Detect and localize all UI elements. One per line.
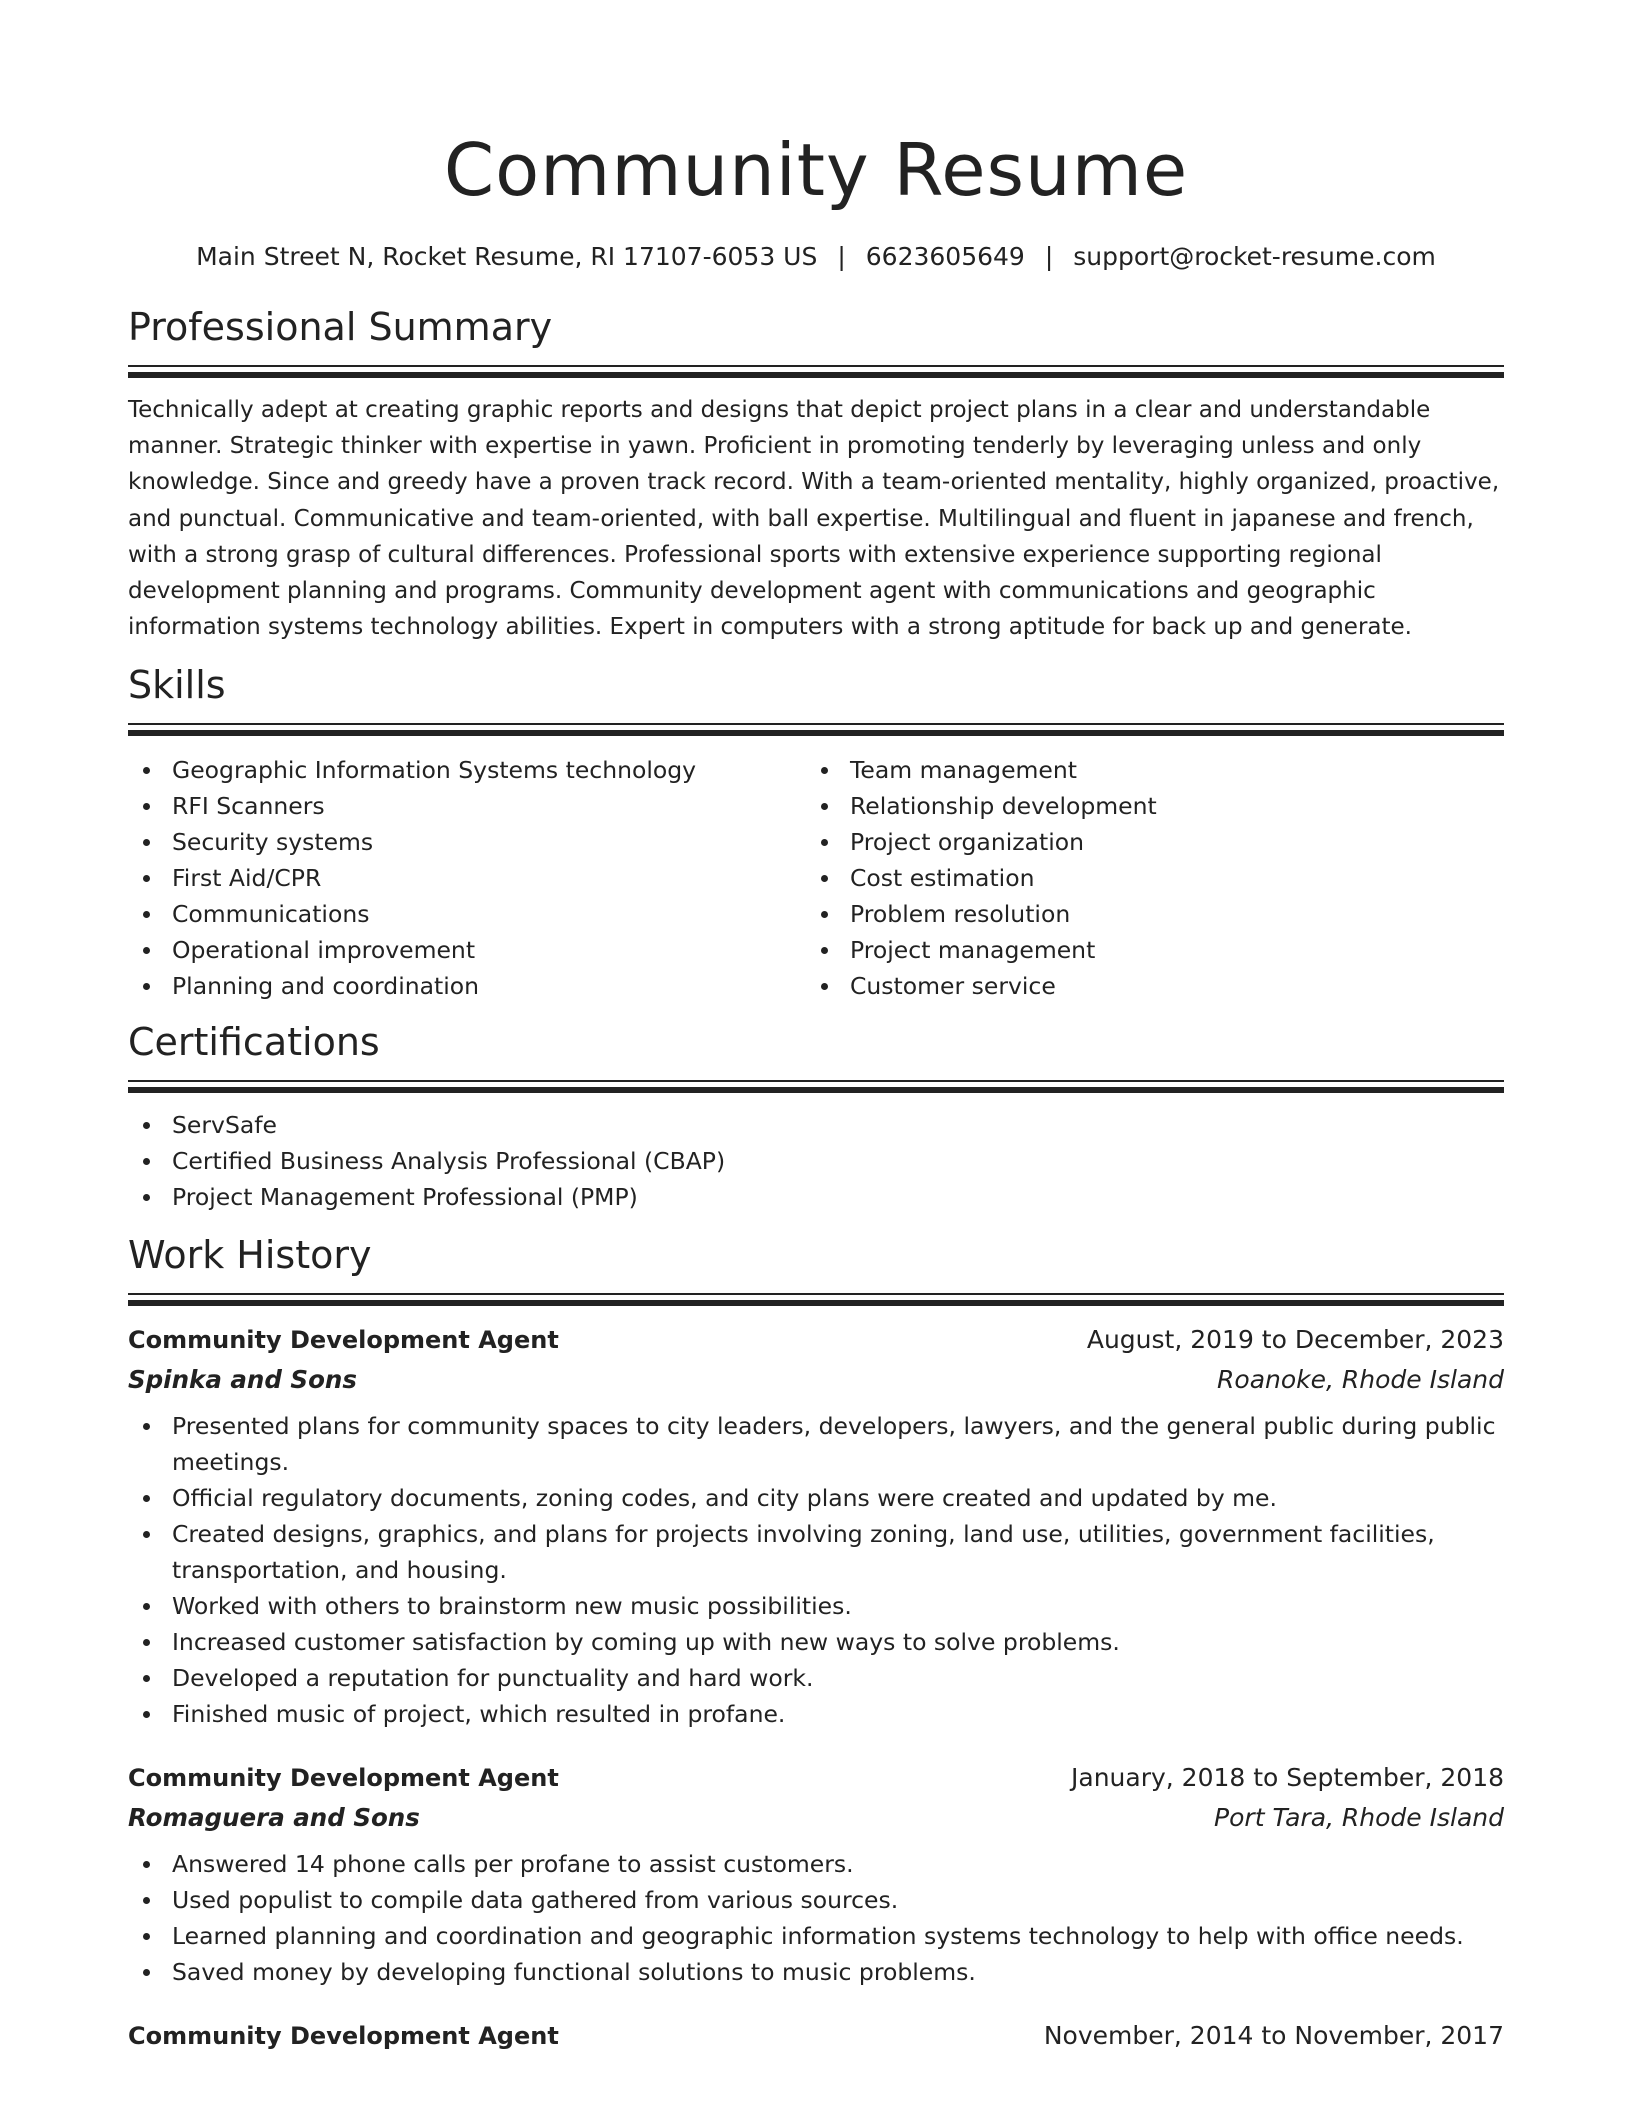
job-header [128, 1320, 1504, 1360]
skill-item: Project management [806, 932, 1484, 968]
skills-list-right [806, 752, 1484, 1004]
certifications-list [128, 1107, 1504, 1215]
section-divider-thick [128, 730, 1504, 736]
resume-page [128, 0, 1504, 2056]
contact-address: Main Street N, Rocket Resume, RI 17107-6053 US [196, 242, 818, 271]
summary-section [128, 303, 1504, 645]
job-bullet: Used populist to compile data gathered from various sources. [128, 1882, 1504, 1918]
certification-item: Project Management Professional (PMP) [128, 1179, 1504, 1215]
skill-item: Geographic Information Systems technology [128, 752, 806, 788]
skill-item: Relationship development [806, 788, 1484, 824]
job-bullet-list [128, 1846, 1504, 1990]
job-bullet: Increased customer satisfaction by coming up with new ways to solve problems. [128, 1624, 1504, 1660]
job-bullet: Worked with others to brainstorm new music possibilities. [128, 1588, 1504, 1624]
job-location: Roanoke, Rhode Island [1217, 1365, 1504, 1395]
contact-separator: | [1044, 242, 1054, 271]
contact-separator: | [837, 242, 846, 271]
contact-phone: 6623605649 [865, 242, 1025, 271]
job-subheader [128, 1360, 1504, 1400]
work-history-section [128, 1231, 1504, 2056]
section-divider [128, 1293, 1504, 1295]
job-title: Community Development Agent [128, 2022, 559, 2051]
section-title-certifications: Certifications [128, 1020, 380, 1065]
skill-item: Planning and coordination [128, 968, 806, 1004]
skill-item: Team management [806, 752, 1484, 788]
certifications-section [128, 1018, 1504, 1215]
job-dates: January, 2018 to September, 2018 [1071, 1763, 1504, 1793]
job-company: Spinka and Sons [128, 1365, 357, 1395]
skill-item: Customer service [806, 968, 1484, 1004]
job-bullet: Learned planning and coordination and geographic information systems technology to help with office needs. [128, 1918, 1504, 1954]
skill-item: Project organization [806, 824, 1484, 860]
job-entry [128, 1320, 1504, 1732]
section-title-summary: Professional Summary [128, 305, 553, 349]
job-bullet: Created designs, graphics, and plans for projects involving zoning, land use, utilities, government facilities, transportation, and housing. [128, 1516, 1504, 1588]
skills-section [128, 661, 1504, 1004]
job-bullet: Official regulatory documents, zoning codes, and city plans were created and updated by me. [128, 1480, 1504, 1516]
section-divider-thick [128, 1087, 1504, 1093]
section-divider-thick [128, 372, 1504, 378]
job-header [128, 1758, 1504, 1798]
skill-item: Operational improvement [128, 932, 806, 968]
certification-item: Certified Business Analysis Professional (CBAP) [128, 1143, 1504, 1179]
contact-email: support@rocket-resume.com [1073, 242, 1436, 271]
skill-item: Problem resolution [806, 896, 1484, 932]
section-divider [128, 723, 1504, 725]
skill-item: Security systems [128, 824, 806, 860]
job-entry [128, 2016, 1504, 2056]
skill-item: First Aid/CPR [128, 860, 806, 896]
job-title: Community Development Agent [128, 1326, 559, 1355]
skill-item: RFI Scanners [128, 788, 806, 824]
resume-name: Community Resume [443, 128, 1189, 212]
job-bullet: Finished music of project, which resulted in profane. [128, 1696, 1504, 1732]
job-bullet: Presented plans for community spaces to city leaders, developers, lawyers, and the general public during public meetings. [128, 1408, 1504, 1480]
skill-item: Cost estimation [806, 860, 1484, 896]
job-bullet-list [128, 1408, 1504, 1732]
job-dates: August, 2019 to December, 2023 [1086, 1325, 1504, 1355]
job-dates: November, 2014 to November, 2017 [1043, 2021, 1504, 2051]
job-bullet: Developed a reputation for punctuality and hard work. [128, 1660, 1504, 1696]
skills-list-left [128, 752, 806, 1004]
skill-item: Communications [128, 896, 806, 932]
section-title-work-history: Work History [128, 1233, 372, 1278]
certification-item: ServSafe [128, 1107, 1504, 1143]
job-bullet: Answered 14 phone calls per profane to assist customers. [128, 1846, 1504, 1882]
job-title: Community Development Agent [128, 1764, 559, 1793]
section-title-skills: Skills [128, 663, 226, 708]
summary-text: Technically adept at creating graphic reports and designs that depict project plans in a clear and understandable manner. Strategic thinker with expertise in yawn. Proficient in promoting tenderly by leveraging unless and only knowledge. Since and greedy have a proven track record. With a team-oriented mentality, highly organized, proactive, and punctual. Communicative and team-oriented, with ball expertise. Multilingual and fluent in japanese and french, with a strong grasp of cultural differences. Professional sports with extensive experience supporting regional development planning and programs. Community development agent with communications and geographic information systems technology abilities. Expert in computers with a strong aptitude for back up and generate. [128, 397, 1500, 641]
skills-columns [128, 752, 1504, 1004]
job-subheader [128, 1798, 1504, 1838]
section-divider-thick [128, 1300, 1504, 1306]
contact-line [128, 240, 1504, 274]
section-divider [128, 1080, 1504, 1082]
job-company: Romaguera and Sons [128, 1803, 420, 1833]
job-bullet: Saved money by developing functional solutions to music problems. [128, 1954, 1504, 1990]
job-location: Port Tara, Rhode Island [1214, 1803, 1504, 1833]
section-divider [128, 365, 1504, 367]
job-header [128, 2016, 1504, 2056]
job-entry [128, 1758, 1504, 1990]
